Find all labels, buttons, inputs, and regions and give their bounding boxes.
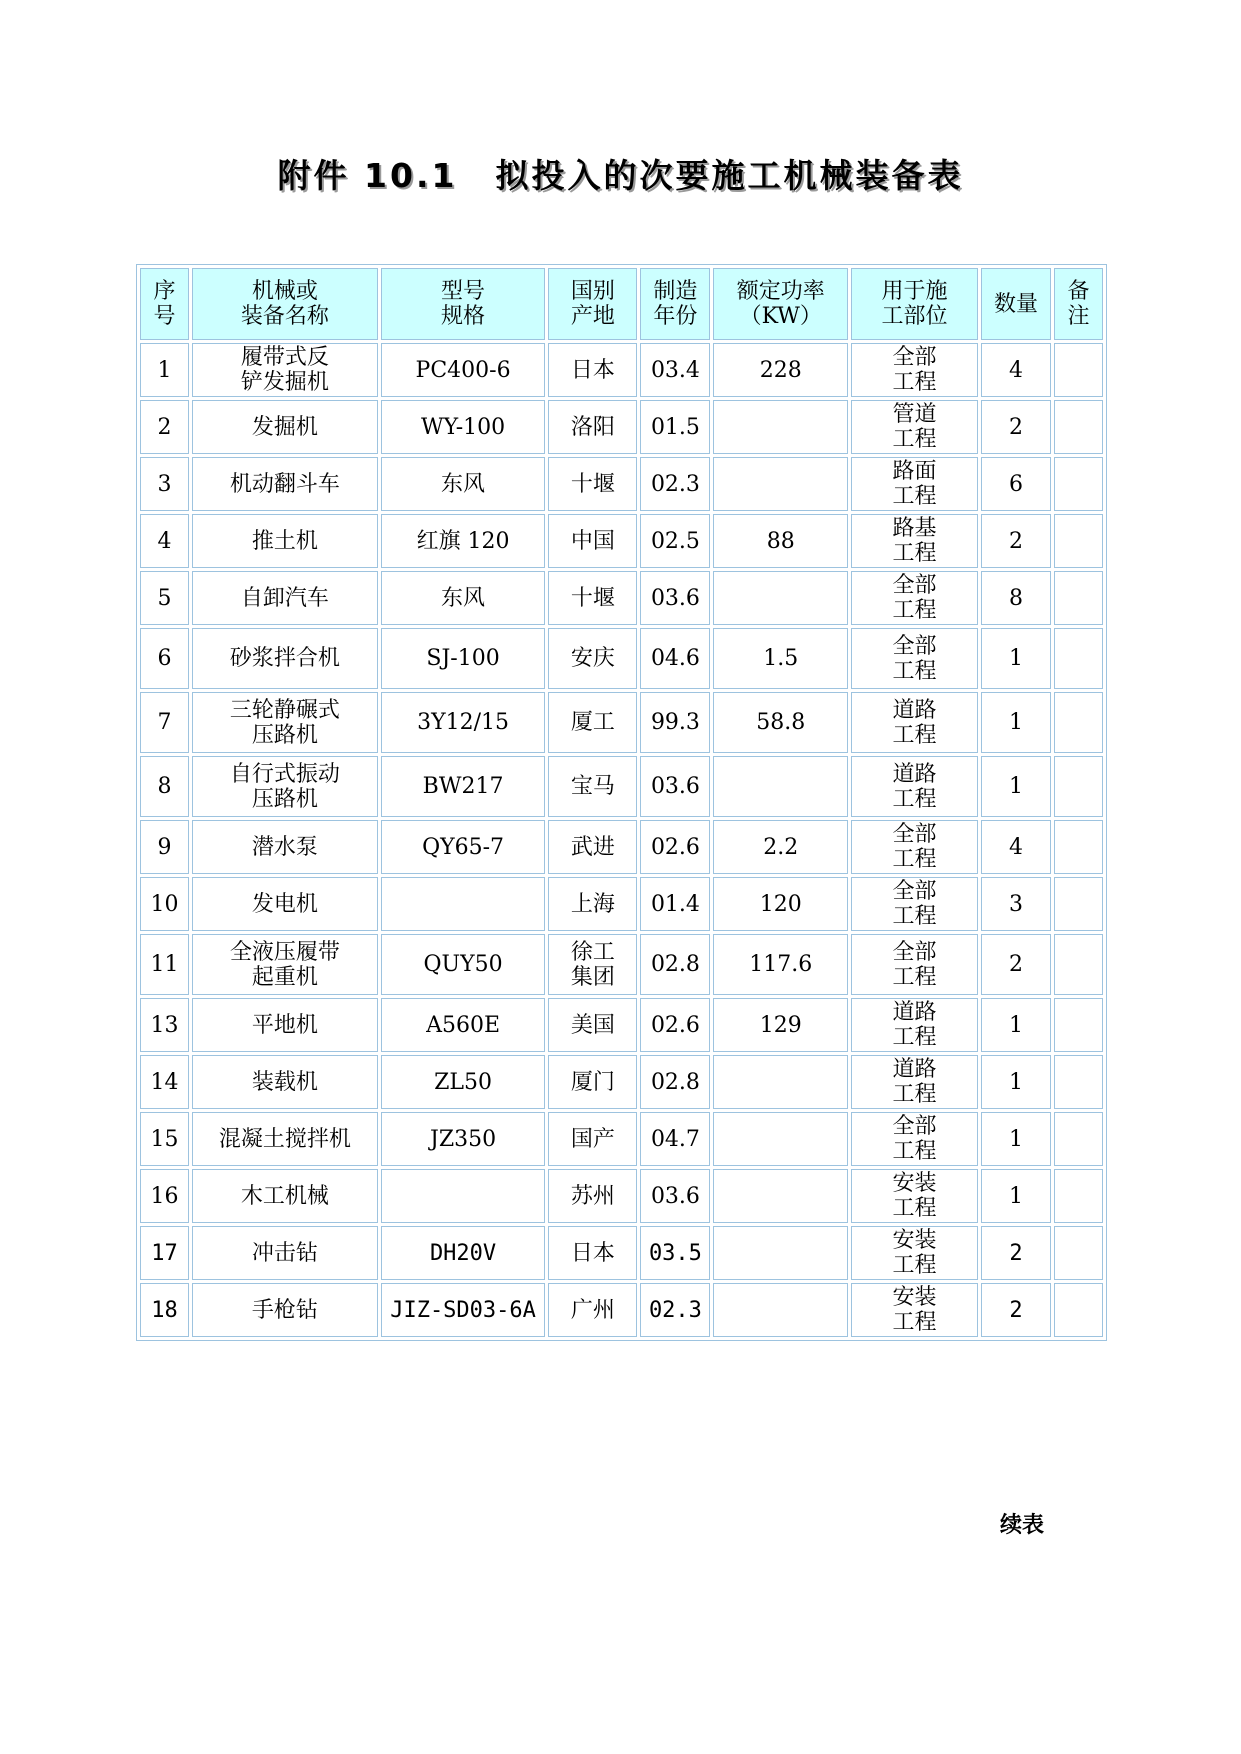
cell-qty: 1 [981, 1055, 1051, 1109]
cell-year: 03.6 [640, 756, 710, 817]
table-row [140, 692, 1103, 753]
cell-no: 7 [140, 692, 189, 753]
cell-note [1054, 877, 1103, 931]
title-text: 拟投入的次要施工机械装备表 [495, 156, 964, 195]
cell-note [1054, 820, 1103, 874]
cell-note [1054, 514, 1103, 568]
cell-part: 安装 工程 [851, 1283, 978, 1337]
cell-year: 02.5 [640, 514, 710, 568]
cell-name: 砂浆拌合机 [192, 628, 378, 689]
cell-year: 01.5 [640, 400, 710, 454]
cell-no: 18 [140, 1283, 189, 1337]
cell-qty: 8 [981, 571, 1051, 625]
cell-part: 全部 工程 [851, 1112, 978, 1166]
cell-model: DH20V [381, 1226, 546, 1280]
cell-name: 自行式振动 压路机 [192, 756, 378, 817]
cell-qty: 2 [981, 1226, 1051, 1280]
header-model: 型号 规格 [381, 268, 546, 340]
cell-no: 4 [140, 514, 189, 568]
cell-model: WY-100 [381, 400, 546, 454]
cell-origin: 安庆 [548, 628, 637, 689]
cell-part: 道路 工程 [851, 756, 978, 817]
cell-part: 路面 工程 [851, 457, 978, 511]
cell-name: 履带式反 铲发掘机 [192, 343, 378, 397]
table-row [140, 877, 1103, 931]
cell-part: 道路 工程 [851, 998, 978, 1052]
cell-model: 红旗 120 [381, 514, 546, 568]
cell-part: 全部 工程 [851, 628, 978, 689]
cell-power: 228 [713, 343, 848, 397]
cell-year: 99.3 [640, 692, 710, 753]
cell-note [1054, 571, 1103, 625]
cell-year: 03.6 [640, 571, 710, 625]
cell-model: A560E [381, 998, 546, 1052]
cell-power [713, 1226, 848, 1280]
cell-year: 03.5 [640, 1226, 710, 1280]
table-row [140, 998, 1103, 1052]
cell-model: SJ-100 [381, 628, 546, 689]
cell-qty: 4 [981, 343, 1051, 397]
cell-origin: 十堰 [548, 571, 637, 625]
table-row [140, 1169, 1103, 1223]
cell-power [713, 457, 848, 511]
continued-note: 续表 [1000, 1513, 1045, 1538]
table-row [140, 343, 1103, 397]
cell-part: 全部 工程 [851, 343, 978, 397]
cell-part: 全部 工程 [851, 571, 978, 625]
table-header-row [140, 268, 1103, 340]
cell-no: 6 [140, 628, 189, 689]
cell-note [1054, 692, 1103, 753]
equipment-table [136, 264, 1107, 1341]
cell-part: 路基 工程 [851, 514, 978, 568]
cell-note [1054, 1112, 1103, 1166]
cell-name: 潜水泵 [192, 820, 378, 874]
cell-origin: 上海 [548, 877, 637, 931]
cell-qty: 2 [981, 1283, 1051, 1337]
cell-model: QY65-7 [381, 820, 546, 874]
table-row [140, 1112, 1103, 1166]
cell-note [1054, 343, 1103, 397]
cell-note [1054, 1169, 1103, 1223]
cell-name: 三轮静碾式 压路机 [192, 692, 378, 753]
cell-origin: 中国 [548, 514, 637, 568]
cell-name: 木工机械 [192, 1169, 378, 1223]
cell-name: 机动翻斗车 [192, 457, 378, 511]
cell-year: 02.6 [640, 998, 710, 1052]
cell-year: 01.4 [640, 877, 710, 931]
header-origin: 国别 产地 [548, 268, 637, 340]
cell-name: 冲击钻 [192, 1226, 378, 1280]
cell-qty: 1 [981, 1112, 1051, 1166]
cell-part: 道路 工程 [851, 1055, 978, 1109]
cell-part: 全部 工程 [851, 934, 978, 995]
cell-origin: 洛阳 [548, 400, 637, 454]
title-number: 附件 10.1 [277, 156, 458, 195]
cell-origin: 武进 [548, 820, 637, 874]
cell-power: 1.5 [713, 628, 848, 689]
cell-no: 5 [140, 571, 189, 625]
cell-name: 平地机 [192, 998, 378, 1052]
cell-model: PC400-6 [381, 343, 546, 397]
cell-no: 13 [140, 998, 189, 1052]
cell-power: 129 [713, 998, 848, 1052]
cell-name: 全液压履带 起重机 [192, 934, 378, 995]
cell-origin: 广州 [548, 1283, 637, 1337]
cell-model: BW217 [381, 756, 546, 817]
cell-power [713, 1169, 848, 1223]
cell-origin: 日本 [548, 343, 637, 397]
table-row [140, 400, 1103, 454]
cell-year: 03.4 [640, 343, 710, 397]
cell-year: 02.8 [640, 934, 710, 995]
cell-note [1054, 1226, 1103, 1280]
cell-year: 02.3 [640, 457, 710, 511]
cell-no: 17 [140, 1226, 189, 1280]
cell-year: 04.6 [640, 628, 710, 689]
cell-no: 14 [140, 1055, 189, 1109]
cell-qty: 1 [981, 692, 1051, 753]
cell-power [713, 400, 848, 454]
cell-origin: 厦门 [548, 1055, 637, 1109]
cell-model [381, 877, 546, 931]
cell-model: JZ350 [381, 1112, 546, 1166]
header-qty: 数量 [981, 268, 1051, 340]
cell-model: JIZ-SD03-6A [381, 1283, 546, 1337]
cell-part: 安装 工程 [851, 1226, 978, 1280]
cell-name: 发电机 [192, 877, 378, 931]
cell-power [713, 756, 848, 817]
cell-no: 2 [140, 400, 189, 454]
cell-power [713, 571, 848, 625]
cell-qty: 2 [981, 400, 1051, 454]
cell-power: 88 [713, 514, 848, 568]
cell-note [1054, 457, 1103, 511]
cell-qty: 2 [981, 514, 1051, 568]
cell-part: 道路 工程 [851, 692, 978, 753]
cell-part: 全部 工程 [851, 820, 978, 874]
cell-part: 安装 工程 [851, 1169, 978, 1223]
cell-year: 02.3 [640, 1283, 710, 1337]
cell-note [1054, 756, 1103, 817]
cell-note [1054, 1055, 1103, 1109]
table-row [140, 1055, 1103, 1109]
table-row [140, 756, 1103, 817]
cell-no: 15 [140, 1112, 189, 1166]
cell-power [713, 1283, 848, 1337]
cell-qty: 2 [981, 934, 1051, 995]
cell-qty: 1 [981, 998, 1051, 1052]
cell-no: 10 [140, 877, 189, 931]
cell-name: 自卸汽车 [192, 571, 378, 625]
cell-no: 3 [140, 457, 189, 511]
cell-model: 东风 [381, 457, 546, 511]
cell-model: ZL50 [381, 1055, 546, 1109]
cell-no: 9 [140, 820, 189, 874]
cell-no: 1 [140, 343, 189, 397]
cell-origin: 十堰 [548, 457, 637, 511]
cell-no: 16 [140, 1169, 189, 1223]
cell-model: 3Y12/15 [381, 692, 546, 753]
cell-name: 混凝土搅拌机 [192, 1112, 378, 1166]
table-row [140, 514, 1103, 568]
cell-note [1054, 934, 1103, 995]
page-title [0, 150, 1241, 197]
table-row [140, 628, 1103, 689]
cell-power [713, 1112, 848, 1166]
cell-origin: 宝马 [548, 756, 637, 817]
table-row [140, 571, 1103, 625]
cell-origin: 美国 [548, 998, 637, 1052]
header-power: 额定功率 （KW） [713, 268, 848, 340]
cell-no: 11 [140, 934, 189, 995]
cell-year: 03.6 [640, 1169, 710, 1223]
cell-year: 04.7 [640, 1112, 710, 1166]
cell-name: 推土机 [192, 514, 378, 568]
cell-origin: 徐工 集团 [548, 934, 637, 995]
cell-origin: 苏州 [548, 1169, 637, 1223]
cell-power [713, 1055, 848, 1109]
cell-qty: 3 [981, 877, 1051, 931]
header-part: 用于施 工部位 [851, 268, 978, 340]
cell-model [381, 1169, 546, 1223]
cell-power: 2.2 [713, 820, 848, 874]
cell-part: 管道 工程 [851, 400, 978, 454]
cell-part: 全部 工程 [851, 877, 978, 931]
cell-year: 02.8 [640, 1055, 710, 1109]
table-row [140, 934, 1103, 995]
cell-note [1054, 400, 1103, 454]
equipment-table-wrapper [136, 264, 1107, 1341]
cell-year: 02.6 [640, 820, 710, 874]
header-note: 备 注 [1054, 268, 1103, 340]
cell-origin: 厦工 [548, 692, 637, 753]
cell-qty: 1 [981, 756, 1051, 817]
cell-qty: 1 [981, 628, 1051, 689]
cell-note [1054, 998, 1103, 1052]
cell-origin: 日本 [548, 1226, 637, 1280]
table-row [140, 1283, 1103, 1337]
cell-qty: 4 [981, 820, 1051, 874]
cell-note [1054, 1283, 1103, 1337]
header-name: 机械或 装备名称 [192, 268, 378, 340]
cell-qty: 6 [981, 457, 1051, 511]
cell-qty: 1 [981, 1169, 1051, 1223]
cell-name: 装载机 [192, 1055, 378, 1109]
cell-power: 58.8 [713, 692, 848, 753]
cell-name: 手枪钻 [192, 1283, 378, 1337]
cell-model: QUY50 [381, 934, 546, 995]
cell-no: 8 [140, 756, 189, 817]
header-no: 序 号 [140, 268, 189, 340]
cell-name: 发掘机 [192, 400, 378, 454]
cell-note [1054, 628, 1103, 689]
cell-origin: 国产 [548, 1112, 637, 1166]
table-row [140, 820, 1103, 874]
table-row [140, 1226, 1103, 1280]
table-body [140, 343, 1103, 1337]
cell-model: 东风 [381, 571, 546, 625]
cell-power: 120 [713, 877, 848, 931]
cell-power: 117.6 [713, 934, 848, 995]
header-year: 制造 年份 [640, 268, 710, 340]
table-row [140, 457, 1103, 511]
